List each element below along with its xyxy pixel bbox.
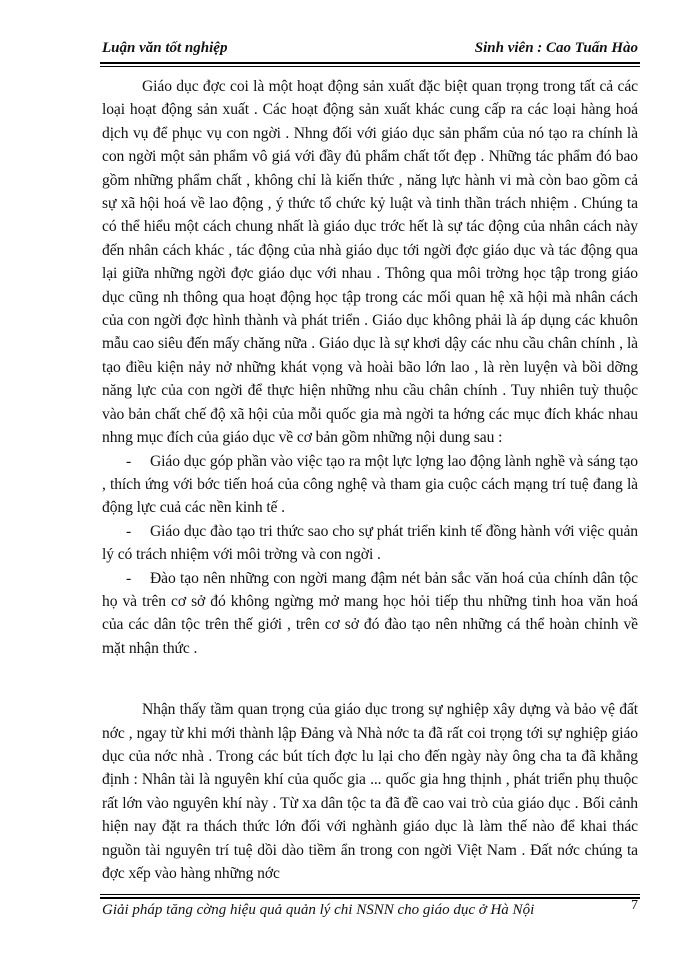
page-number: 7	[631, 898, 638, 913]
list-item-text: Giáo dục đào tạo tri thức sao cho sự phát triển kinh tế đồng hành với việc quản lý có trách nhiệm với môi trờng và con ngời .	[102, 522, 638, 564]
header-thesis-label: Luận văn tốt nghiệp	[102, 40, 228, 56]
page-header	[100, 36, 640, 60]
list-dash: -	[126, 452, 132, 470]
list-item-2	[102, 520, 638, 567]
header-student-name: Sinh viên : Cao Tuấn Hào	[474, 40, 638, 56]
body-paragraph-2: Nhận thấy tầm quan trọng của giáo dục trong sự nghiệp xây dựng và bảo vệ đất nớc , ngay từ khi mới thành lập Đảng và Nhà nớc ta đã rất coi trọng tới sự nghiệp giáo dục của nớc nhà . Trong các bút tích đợc lu lại cho đến ngày này ông cha ta đã khẳng định : Nhân tài là nguyên khí của quốc gia ... quốc gia hng thịnh , phát triển phụ thuộc rất lớn vào nguyên khí này . Từ xa dân tộc ta đã đề cao vai trò của giáo dục . Bối cảnh hiện nay đặt ra thách thức lớn đối với nghành giáo dục là làm thế nào để khai thác nguồn tài nguyên trí tuệ dồi dào tiềm ẩn trong con ngời Việt Nam . Đất nớc chúng ta đợc xếp vào hàng những nớc	[102, 701, 638, 882]
list-item-text: Giáo dục góp phần vào việc tạo ra một lực lợng lao động lành nghề và sáng tạo , thích ứng với bớc tiến hoá của công nghệ và tham gia cuộc cách mạng trí tuệ đang là động lực cuả các nền kinh tế .	[102, 452, 638, 517]
list-item-1	[102, 450, 638, 520]
page-body	[102, 75, 638, 885]
list-item-3	[102, 567, 638, 661]
header-rule-thick	[100, 62, 640, 64]
footer-thesis-title: Giải pháp tăng cờng hiệu quả quản lý chi NSNN cho giáo dục ở Hà Nội	[102, 902, 535, 918]
paragraph-gap	[102, 660, 638, 698]
list-item-text: Đào tạo nên những con ngời mang đậm nét bản sắc văn hoá của chính dân tộc họ và trên cơ sở đó không ngừng mở mang học hỏi tiếp thu những tinh hoa văn hoá của các dân tộc trên thế giới , trên cơ sở đó đào tạo nên những cá thể hoàn chỉnh về mặt nhận thức .	[102, 569, 638, 657]
list-dash: -	[126, 522, 132, 540]
header-rule-thin	[100, 66, 640, 67]
footer-rule-thin	[100, 894, 640, 895]
body-paragraph-1: Giáo dục đợc coi là một hoạt động sản xuất đặc biệt quan trọng trong tất cả các loại hoạt động sản xuất . Các hoạt động sản xuất khác cung cấp ra các loại hàng hoá dịch vụ để phục vụ con ngời . Nhng đối với giáo dục sản phẩm của nó tạo ra chính là con ngời một sản phẩm vô giá với đầy đủ phẩm chất tốt đẹp . Những tác phẩm đó bao gồm những phẩm chất , không chỉ là kiến thức , năng lực hành vi mà còn bao gồm cả sự xã hội hoá về lao động , ý thức tổ chức kỷ luật và tinh thần trách nhiệm . Chúng ta có thể hiểu một cách chung nhất là giáo dục trớc hết là sự tác động của nhân cách này đến nhân cách khác , tác động của nhà giáo dục tới ngời đợc giáo dục và tác động qua lại giữa những ngời đợc giáo dục với nhau . Thông qua môi trờng học tập trong giáo dục cũng nh thông qua hoạt động học tập trong các mối quan hệ xã hội mà nhân cách của con ngời đợc hình thành và phát triển . Giáo dục không phải là áp dụng các khuôn mẫu cao siêu đến mấy chăng nữa . Giáo dục là sự khơi dậy các nhu cầu chân chính , là tạo điều kiện nảy nở những khát vọng và hoài bão lớn lao , là rèn luyện và bồi dỡng năng lực của con ngời để thực hiện những nhu cầu chân chính . Tuy nhiên tuỳ thuộc vào bản chất chế độ xã hội của mỗi quốc gia mà ngời ta hớng các mục đích khác nhau nhng mục đích của giáo dục về cơ bản gồm những nội dung sau :	[102, 78, 638, 447]
footer-rule-thick	[100, 897, 640, 899]
list-dash: -	[126, 569, 132, 587]
